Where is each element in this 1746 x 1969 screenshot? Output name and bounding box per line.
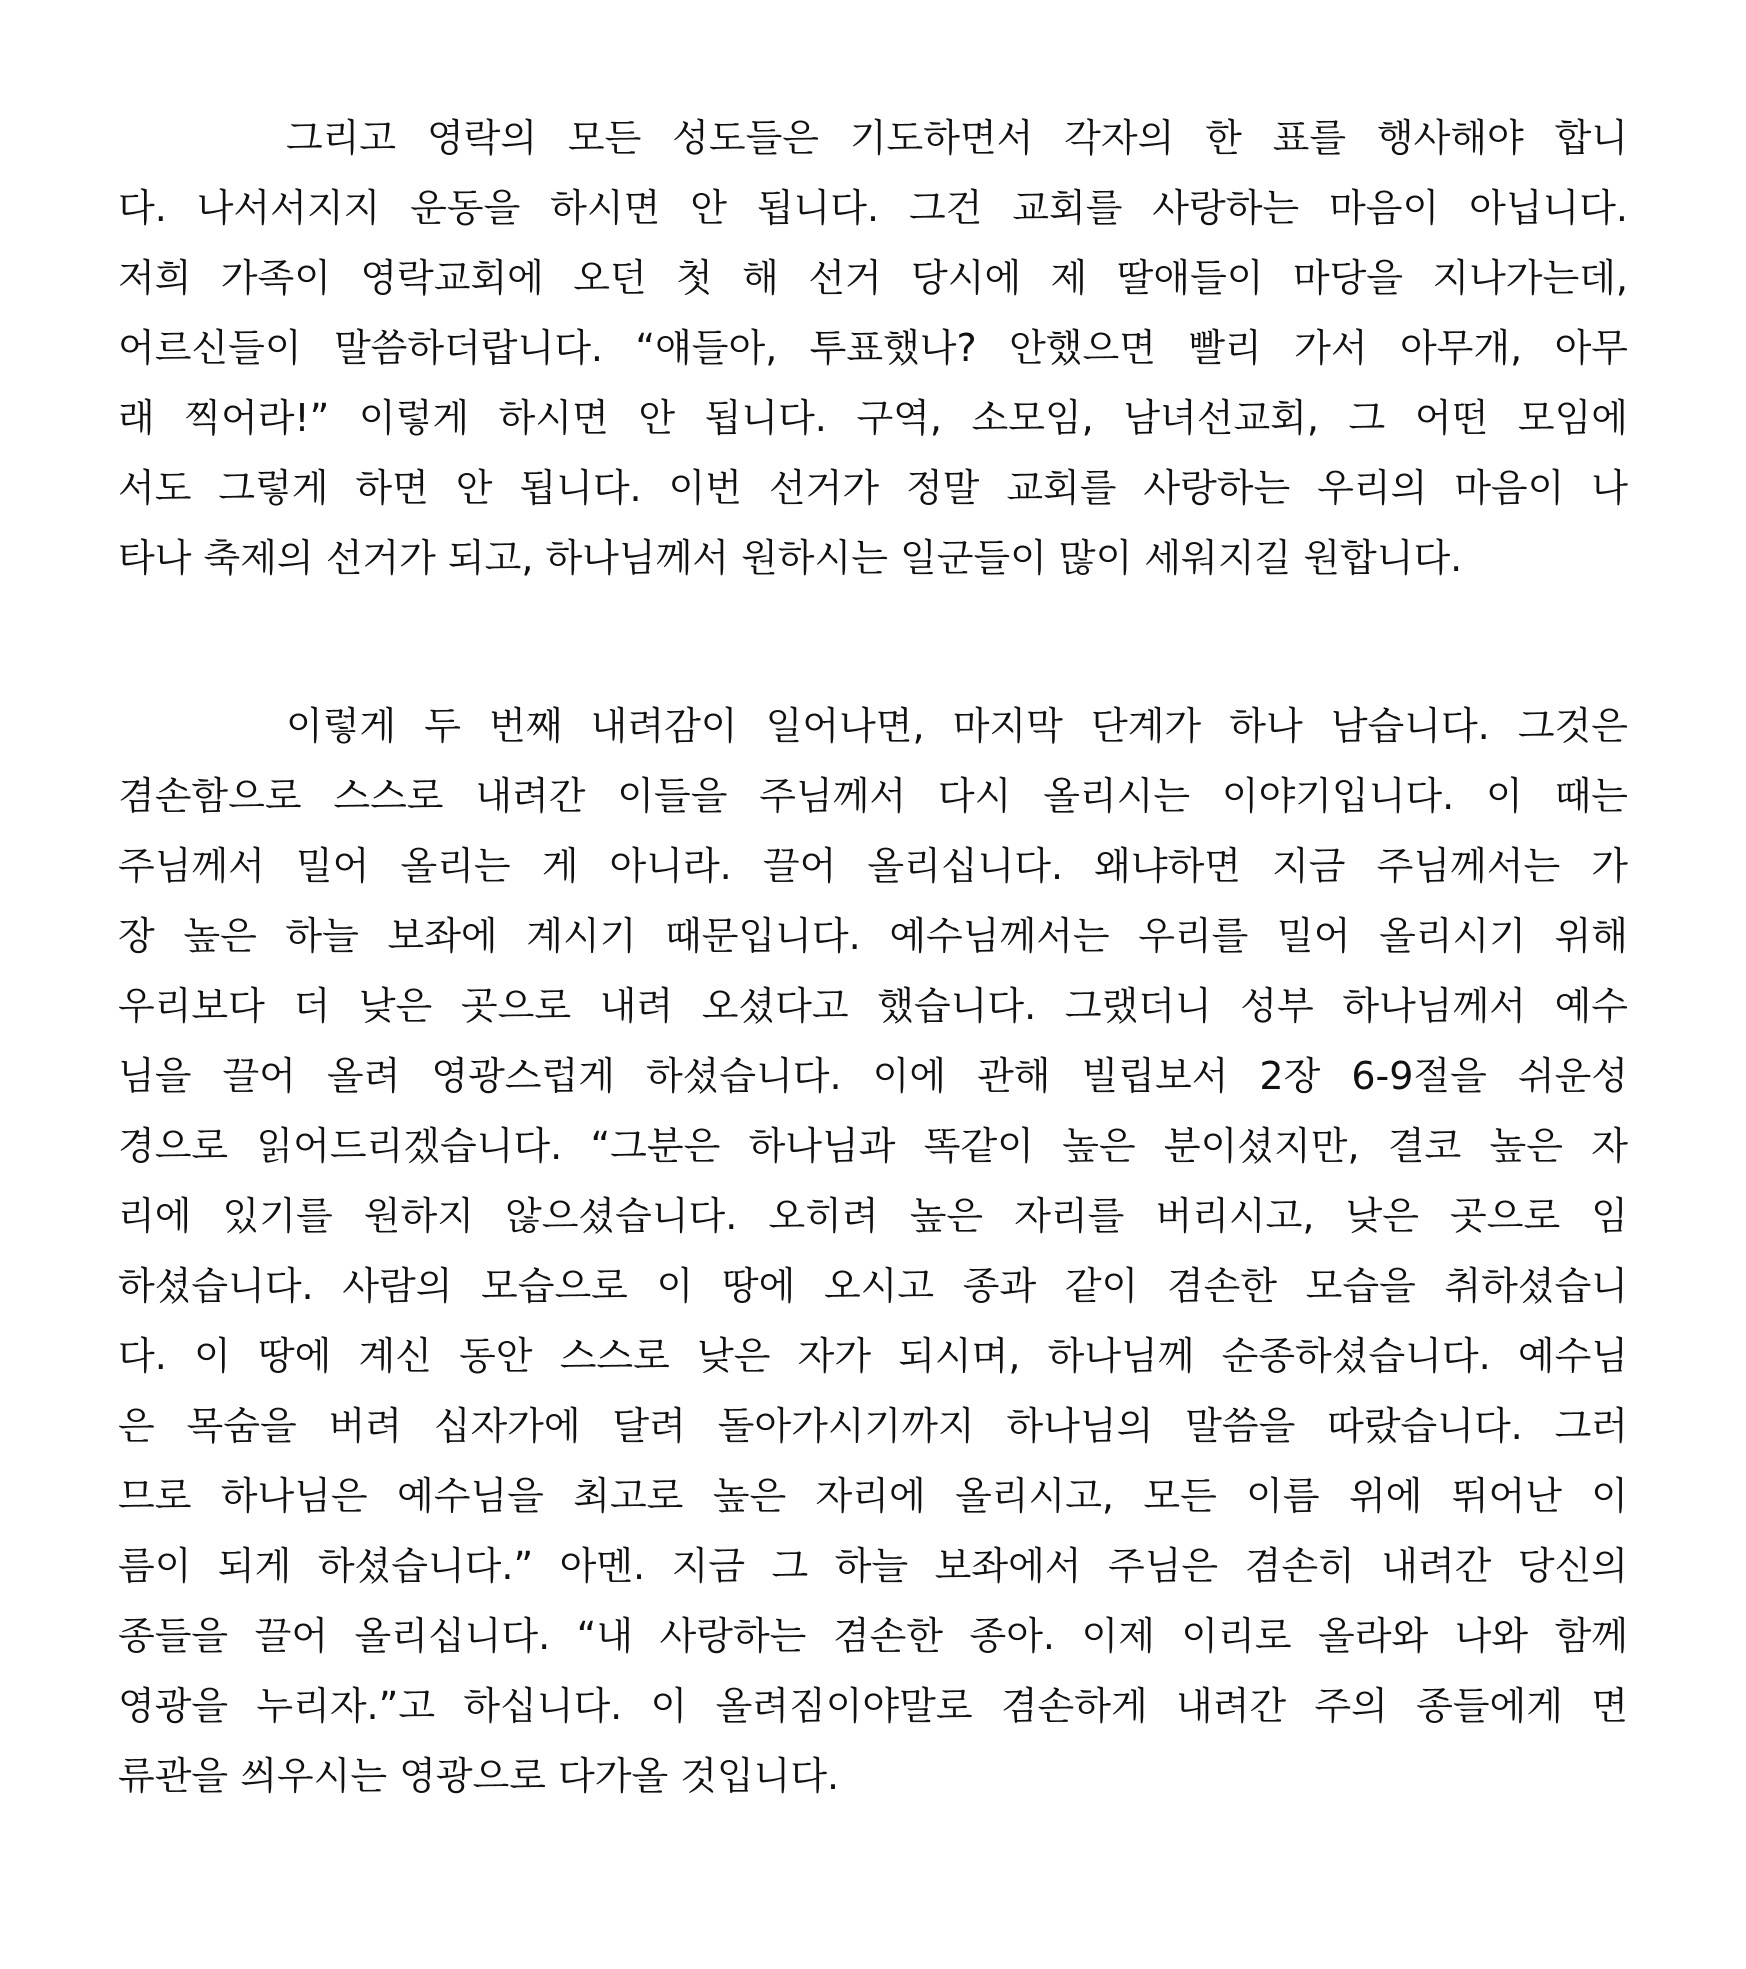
text-line: 경으로 읽어드리겠습니다. “그분은 하나님과 똑같이 높은 분이셨지만, 결코 높은 자: [118, 1124, 1628, 1168]
paragraph-1: [118, 103, 1628, 593]
text-line: 우리보다 더 낮은 곳으로 내려 오셨다고 했습니다. 그랬더니 성부 하나님께서 예수: [118, 984, 1628, 1028]
text-line: 이렇게 두 번째 내려감이 일어나면, 마지막 단계가 하나 남습니다. 그것은: [286, 704, 1628, 748]
text-line: 장 높은 하늘 보좌에 계시기 때문입니다. 예수님께서는 우리를 밀어 올리시기 위해: [118, 914, 1628, 958]
text-line: 므로 하나님은 예수님을 최고로 높은 자리에 올리시고, 모든 이름 위에 뛰어난 이: [118, 1474, 1628, 1518]
text-line: 다. 이 땅에 계신 동안 스스로 낮은 자가 되시며, 하나님께 순종하셨습니다. 예수님: [118, 1334, 1628, 1378]
text-line: 어르신들이 말씀하더랍니다. “얘들아, 투표했나? 안했으면 빨리 가서 아무개, 아무: [118, 326, 1628, 370]
text-line: 름이 되게 하셨습니다.” 아멘. 지금 그 하늘 보좌에서 주님은 겸손히 내려간 당신의: [118, 1544, 1628, 1588]
paragraph-2: [118, 691, 1628, 1811]
text-line: 겸손함으로 스스로 내려간 이들을 주님께서 다시 올리시는 이야기입니다. 이 때는: [118, 774, 1628, 818]
text-line: 님을 끌어 올려 영광스럽게 하셨습니다. 이에 관해 빌립보서 2장 6-9절을 쉬운성: [118, 1054, 1628, 1098]
text-line: 타나 축제의 선거가 되고, 하나님께서 원하시는 일군들이 많이 세워지길 원합니다.: [118, 536, 1463, 580]
text-line: 저희 가족이 영락교회에 오던 첫 해 선거 당시에 제 딸애들이 마당을 지나가는데,: [118, 256, 1628, 300]
text-line: 그리고 영락의 모든 성도들은 기도하면서 각자의 한 표를 행사해야 합니: [286, 116, 1628, 160]
text-line: 주님께서 밀어 올리는 게 아니라. 끌어 올리십니다. 왜냐하면 지금 주님께서는 가: [118, 844, 1628, 888]
text-line: 하셨습니다. 사람의 모습으로 이 땅에 오시고 종과 같이 겸손한 모습을 취하셨습니: [118, 1264, 1628, 1308]
text-line: 영광을 누리자.”고 하십니다. 이 올려짐이야말로 겸손하게 내려간 주의 종들에게 면: [118, 1684, 1628, 1728]
text-line: 종들을 끌어 올리십니다. “내 사랑하는 겸손한 종아. 이제 이리로 올라와 나와 함께: [118, 1614, 1628, 1658]
text-line: 리에 있기를 원하지 않으셨습니다. 오히려 높은 자리를 버리시고, 낮은 곳으로 임: [118, 1194, 1628, 1238]
text-line: 다. 나서서지지 운동을 하시면 안 됩니다. 그건 교회를 사랑하는 마음이 아닙니다.: [118, 186, 1628, 230]
text-line: 류관을 씌우시는 영광으로 다가올 것입니다.: [118, 1754, 840, 1798]
text-line: 은 목숨을 버려 십자가에 달려 돌아가시기까지 하나님의 말씀을 따랐습니다. 그러: [118, 1404, 1628, 1448]
text-line: 래 찍어라!” 이렇게 하시면 안 됩니다. 구역, 소모임, 남녀선교회, 그 어떤 모임에: [118, 396, 1628, 440]
text-line: 서도 그렇게 하면 안 됩니다. 이번 선거가 정말 교회를 사랑하는 우리의 마음이 나: [118, 466, 1628, 510]
